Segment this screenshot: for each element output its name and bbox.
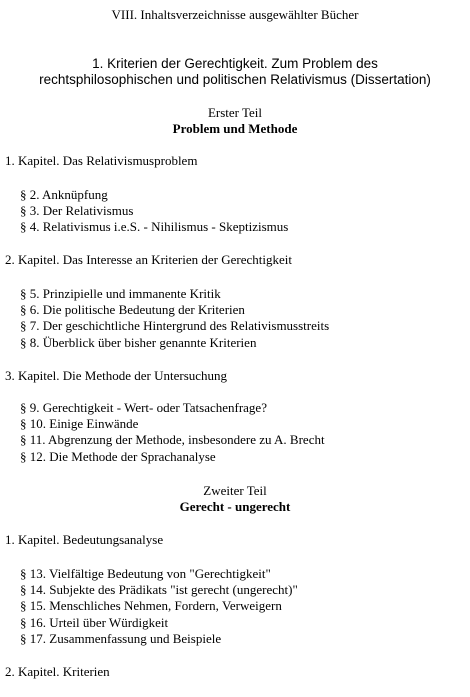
section-entry: § 5. Prinzipielle und immanente Kritik — [20, 286, 221, 301]
book-title-line-2: rechtsphilosophischen und politischen Relativismus (Dissertation) — [39, 72, 431, 87]
chapter-heading: 1. Kapitel. Bedeutungsanalyse — [5, 532, 164, 547]
section-entry: § 7. Der geschichtliche Hintergrund des Relativismusstreits — [20, 318, 330, 334]
section-entry: § 6. Die politische Bedeutung der Kriterien — [20, 302, 245, 318]
section-entry: § 15. Menschliches Nehmen, Fordern, Verweigern — [20, 598, 282, 614]
chapter-heading: 2. Kapitel. Kriterien — [5, 664, 110, 679]
page-heading: VIII. Inhaltsverzeichnisse ausgewählter Bücher — [111, 7, 359, 22]
part-heading-2 — [0, 483, 470, 515]
section-entry: § 13. Vielfältige Bedeutung von "Gerechtigkeit" — [20, 566, 271, 581]
part-label: Erster Teil — [207, 105, 263, 120]
section-entry: § 10. Einige Einwände — [20, 416, 139, 432]
section-entry: § 12. Die Methode der Sprachanalyse — [20, 448, 216, 464]
section-list — [20, 286, 329, 351]
part-label: Zweiter Teil — [203, 483, 267, 498]
section-entry: § 14. Subjekte des Prädikats "ist gerecht (ungerecht)" — [20, 582, 298, 598]
chapter-heading: 3. Kapitel. Die Methode der Untersuchung — [5, 368, 228, 383]
book-title — [0, 56, 470, 88]
chapter-heading: 1. Kapitel. Das Relativismusproblem — [5, 153, 198, 168]
section-list — [20, 187, 288, 236]
section-list — [20, 566, 298, 647]
section-entry: § 4. Relativismus i.e.S. - Nihilismus - Skeptizismus — [20, 219, 289, 235]
section-entry: § 8. Überblick über bisher genannte Kriterien — [20, 334, 257, 350]
chapter-heading: 2. Kapitel. Das Interesse an Kriterien der Gerechtigkeit — [5, 252, 292, 267]
section-entry: § 16. Urteil über Würdigkeit — [20, 614, 169, 630]
section-entry: § 2. Anknüpfung — [20, 187, 108, 202]
section-entry: § 3. Der Relativismus — [20, 203, 134, 219]
part-heading-1 — [0, 105, 470, 137]
part-title: Gerecht - ungerecht — [179, 499, 291, 514]
part-title: Problem und Methode — [172, 121, 298, 136]
section-entry: § 11. Abgrenzung der Methode, insbesondere zu A. Brecht — [20, 432, 325, 448]
section-entry: § 17. Zusammenfassung und Beispiele — [20, 630, 222, 646]
book-title-line-1: 1. Kriterien der Gerechtigkeit. Zum Problem des — [92, 56, 378, 71]
section-list — [20, 400, 325, 465]
section-entry: § 9. Gerechtigkeit - Wert- oder Tatsachenfrage? — [20, 400, 267, 415]
